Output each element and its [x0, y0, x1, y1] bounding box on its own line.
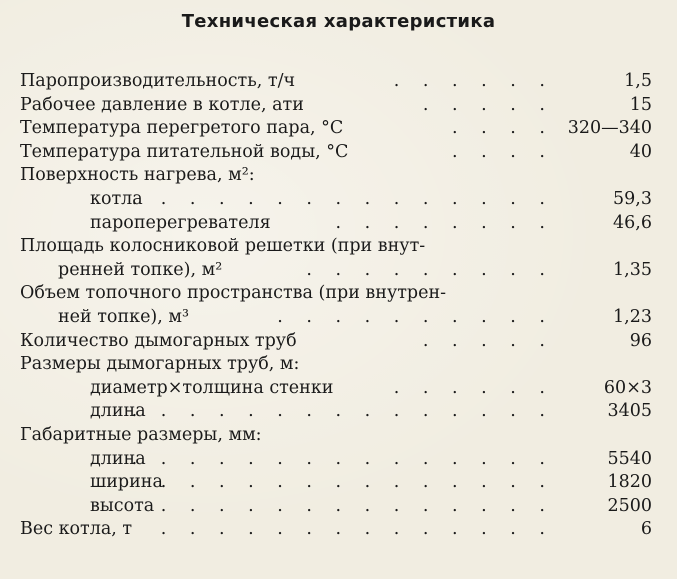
spec-label: Количество дымогарных труб [20, 330, 297, 351]
spec-label: Размеры дымогарных труб, м: [20, 354, 300, 375]
spec-row-boiler-weight [20, 518, 656, 542]
spec-value: 6 [640, 519, 652, 540]
spec-row-fire-tube-count [20, 330, 656, 354]
dot-leader: . . . . . . . . . [306, 259, 554, 280]
spec-label: Вес котла, т [20, 519, 133, 540]
spec-row-grate-area-line2 [20, 259, 656, 283]
spec-row-tube-length [20, 400, 656, 424]
spec-label: Габаритные размеры, мм: [20, 424, 262, 445]
spec-label: диаметр×толщина стенки [90, 377, 334, 398]
dot-leader: . . . . . . . . . . . . . . . [131, 448, 554, 469]
spec-value: 5540 [607, 448, 652, 469]
spec-value: 15 [629, 94, 652, 115]
spec-label: котла [90, 188, 143, 209]
dot-leader: . . . . . . . . . . . . . . . [131, 401, 554, 422]
spec-row-grate-area-line1 [20, 235, 656, 259]
spec-label: пароперегревателя [90, 212, 271, 233]
spec-row-working-pressure [20, 94, 656, 118]
spec-label: высота [90, 495, 155, 516]
spec-row-boiler-surface [20, 188, 656, 212]
dot-leader: . . . . . . . . [335, 212, 554, 233]
spec-row-feed-water-temp [20, 141, 656, 165]
spec-row-superheated-steam-temp [20, 117, 656, 141]
spec-label: ренней топке), м² [58, 259, 223, 280]
dot-leader: . . . . [452, 118, 554, 139]
spec-row-overall-height [20, 495, 656, 519]
spec-label: Площадь колосниковой решетки (при внут- [20, 236, 426, 257]
spec-row-furnace-volume-line1 [20, 282, 656, 306]
spec-label: Температура перегретого пара, °С [20, 118, 344, 139]
page-title: Техническая характеристика [181, 11, 496, 32]
dot-leader: . . . . . . . . . . . . . . [160, 519, 554, 540]
spec-value: 60×3 [603, 377, 652, 398]
spec-label: длина [90, 448, 146, 469]
spec-row-overall-length [20, 448, 656, 472]
spec-value: 40 [629, 141, 652, 162]
spec-row-fire-tube-dims-header [20, 353, 656, 377]
spec-label: Паропроизводительность, т/ч [20, 71, 296, 91]
dot-leader: . . . . . . [393, 71, 554, 91]
spec-label: Поверхность нагрева, м²: [20, 165, 255, 186]
spec-value: 96 [629, 330, 652, 351]
spec-label: ней топке), м³ [58, 306, 190, 327]
spec-value: 46,6 [613, 212, 652, 233]
spec-value: 1,35 [613, 259, 652, 280]
dot-leader: . . . . . . . . . . . . . . [160, 495, 554, 516]
spec-label: ширина [90, 472, 163, 493]
spec-value: 1820 [607, 472, 652, 493]
spec-value: 1,23 [613, 306, 652, 327]
spec-value: 1,5 [624, 71, 652, 91]
dot-leader: . . . . . . . . . . . . . . . [131, 188, 554, 209]
dot-leader: . . . . . [422, 330, 554, 351]
spec-row-overall-width [20, 471, 656, 495]
dot-leader: . . . . [452, 141, 554, 162]
spec-label: длина [90, 401, 146, 422]
specification-list [20, 70, 656, 542]
spec-row-steam-output [20, 70, 656, 94]
spec-row-superheater-surface [20, 212, 656, 236]
dot-leader: . . . . . . [393, 377, 554, 398]
spec-row-tube-diameter-wall [20, 377, 656, 401]
spec-label: Объем топочного пространства (при внутрен- [20, 283, 447, 304]
dot-leader: . . . . . [422, 94, 554, 115]
spec-row-furnace-volume-line2 [20, 306, 656, 330]
dot-leader: . . . . . . . . . . [277, 306, 554, 327]
spec-value: 59,3 [613, 188, 652, 209]
spec-value: 2500 [607, 495, 652, 516]
spec-label: Рабочее давление в котле, ати [20, 94, 304, 115]
spec-row-heating-surface-header [20, 164, 656, 188]
dot-leader: . . . . . . . . . . . . . . [160, 472, 554, 493]
spec-row-overall-dims-header [20, 424, 656, 448]
spec-label: Температура питательной воды, °С [20, 141, 349, 162]
spec-value: 3405 [607, 401, 652, 422]
spec-value: 320—340 [567, 118, 652, 139]
